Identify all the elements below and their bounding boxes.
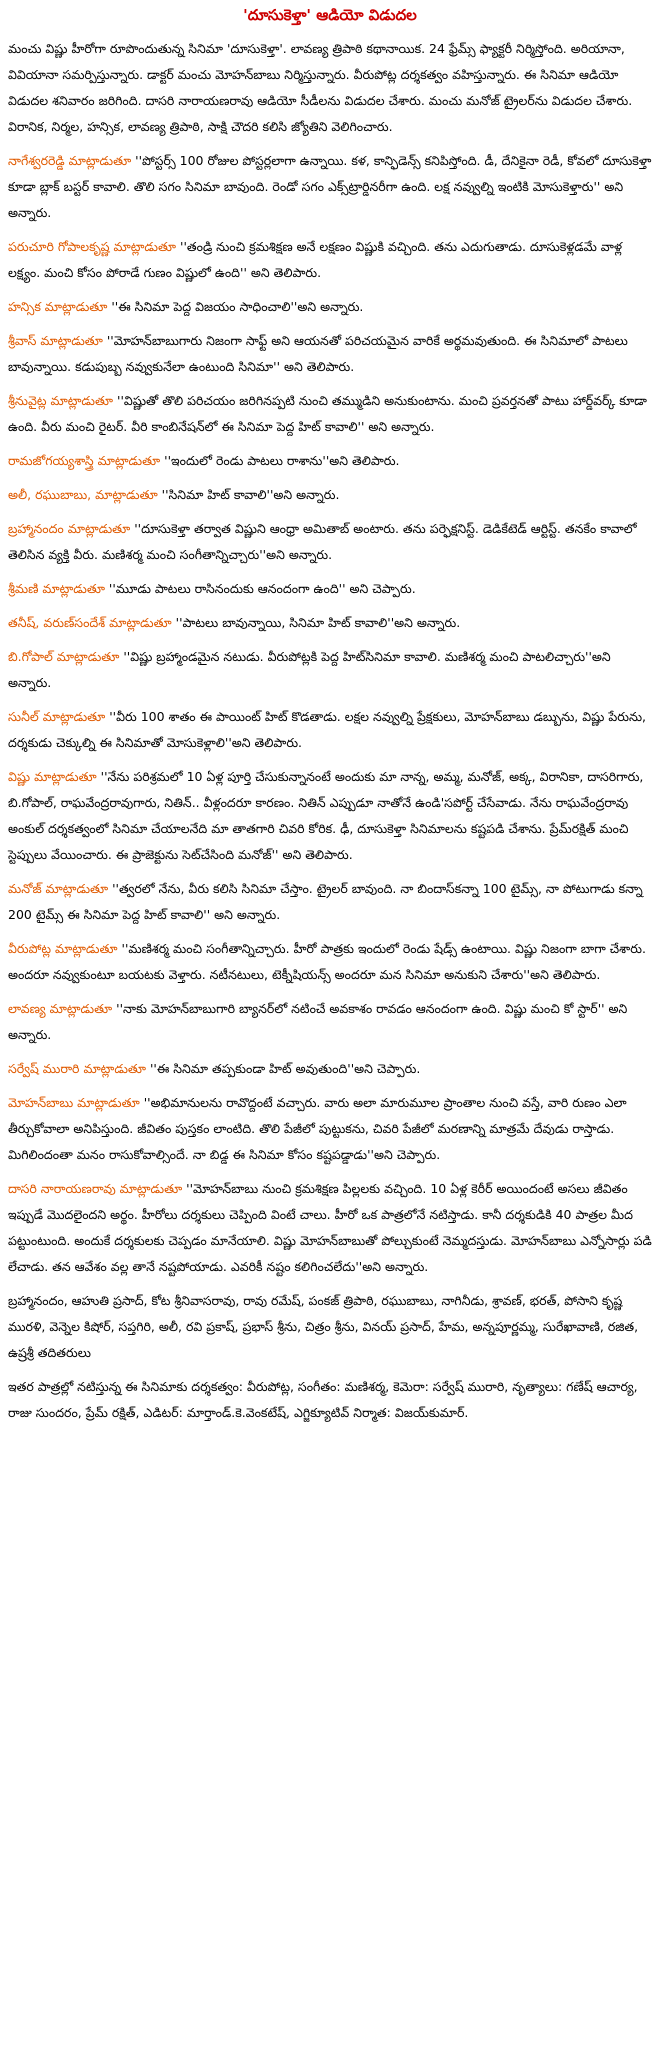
speech-text: ''విష్ణు బ్రహ్మాండమైన నటుడు. వీరుపోట్లకి పెద్ద హిట్‌సినిమా కావాలి. మణిశర్మ మంచి పాటలిచ్చారు''అని అన్నారు. — [8, 649, 611, 690]
speech-text: ''నాకు మోహన్‌బాబుగారి బ్యానర్‌లో నటించే అవకాశం రావడం ఆనందంగా ఉంది. విష్ణు మంచి కో స్టార్'' అని అన్నారు. — [8, 1001, 628, 1042]
speech-text: ''మోహన్‌బాబుగారు నిజంగా సాఫ్ట్ అని ఆయనతో పరిచయమైన వారికే అర్థమవుతుంది. ఈ సినిమాలో పాటలు బావున్నాయి. కడుపుబ్బ నవ్వుకునేలా ఉంటుంది సినిమా'' అని తెలిపారు. — [8, 333, 628, 374]
speaker-name: సునీల్ మాట్లాడుతూ — [8, 709, 106, 724]
article-title: 'దూసుకెళ్తా' ఆడియో విడుదల — [243, 6, 417, 24]
speech-text: ''పోస్టర్స్ 100 రోజుల పోస్టర్లలాగా ఉన్నాయి. కళ, కాన్ఫిడెన్స్ కనిపిస్తోంది. డీ, దేనికైనా రెడీ, కోవలో దూసుకెళ్తా కూడా బ్లాక్ బస్టర్ కావాలి. తొలి సగం సినిమా బావుంది. రెండో సగం ఎక్స్‌ట్రార్డినరీగా ఉంది. లక్ష నవ్వుల్ని ఇంటికి మోసుకెళ్తారు'' అని అన్నారు. — [8, 153, 652, 220]
speech-paragraph — [8, 234, 652, 286]
speech-paragraph — [8, 482, 652, 508]
speech-text: ''నేను పరిశ్రమలో 10 ఏళ్ల పూర్తి చేసుకున్నానంటే అందుకు మా నాన్న, అమ్మ, మనోజ్, అక్క, విరానికా, దాసరిగారు, బి.గోపాల్, రాఘవేంద్రరావుగారు, నితిన్.. వీళ్లందరూ కారణం. నితిన్ ఎప్పుడూ నాతోనే ఉండి'సపోర్ట్ చేసేవాడు. నేను రాఘవేంద్రరావు అంకుల్ దర్శకత్వంలో సినిమా చేయాలనేది మా తాతగారి చివరి కోరిక. ఢీ, దూసుకెళ్తా సినిమాలను కష్టపడి చేశాను. ప్రేమ్‌రక్షిత్ మంచి స్టెప్పులు వేయించారు. ఈ ప్రాజెక్టును సెట్‌చేసింది మనోజ్'' అని తెలిపారు. — [8, 769, 644, 862]
article-intro: మంచు విష్ణు హీరోగా రూపొందుతున్న సినిమా 'దూసుకెళ్తా'. లావణ్య త్రిపాఠి కథానాయిక. 24 ఫ్రేమ్స్ ఫ్యాక్టరీ నిర్మిస్తోంది. అరియానా, వివియానా సమర్పిస్తున్నారు. డాక్టర్ మంచు మోహన్‌బాబు నిర్మిస్తున్నారు. వీరుపోట్ల దర్శకత్వం వహిస్తున్నారు. ఈ సినిమా ఆడియో విడుదల శనివారం జరిగింది. దాసరి నారాయణరావు ఆడియో సీడీలను విడుదల చేశారు. మంచు మనోజ్ ట్రైలర్‌ను విడుదల చేశారు. విరానిక, నిర్మల, హన్సిక, లావణ్య త్రిపాఠి, సాక్షి చౌదరి కలిసి జ్యోతిని వెలిగించారు. — [8, 41, 633, 134]
speaker-name: అలీ, రఘుబాబు, మాట్లాడుతూ — [8, 487, 158, 502]
speech-paragraph — [8, 876, 652, 928]
speech-text: ''సినిమా హిట్ కావాలి''అని అన్నారు. — [157, 487, 340, 502]
speaker-name: నాగేశ్వరరెడ్డి మాట్లాడుతూ — [8, 153, 132, 168]
speaker-name: మనోజ్ మాట్లాడుతూ — [8, 881, 109, 896]
speech-paragraph — [8, 1056, 652, 1082]
speech-text: ''మణిశర్మ మంచి సంగీతాన్నిచ్చారు. హీరో పాత్రకు ఇందులో రెండు షేడ్స్ ఉంటాయి. విష్ణు నిజంగా బాగా చేశారు. అందరూ నవ్వుకుంటూ బయటకు వెళ్తారు. నటీనటులు, టెక్నీషియన్స్ అందరూ మన సినిమా అనుకుని చేశారు''అని తెలిపారు. — [8, 941, 646, 982]
speaker-name: లావణ్య మాట్లాడుతూ — [8, 1001, 113, 1016]
speech-text: ''మూడు పాటలు రాసినందుకు ఆనందంగా ఉంది'' అని చెప్పారు. — [104, 581, 416, 596]
speech-paragraph — [8, 936, 652, 988]
speech-paragraph — [8, 704, 652, 756]
speech-paragraph — [8, 388, 652, 440]
speech-paragraph — [8, 294, 652, 320]
speaker-name: హన్సిక మాట్లాడుతూ — [8, 299, 108, 314]
cast-paragraph: బ్రహ్మానందం, ఆహుతి ప్రసాద్, కోట శ్రీనివాసరావు, రావు రమేష్, పంకజ్ త్రిపాఠి, రఘుబాబు, నాగినీడు, శ్రావణ్, భరత్, పోసాని కృష్ణ మురళి, వెన్నెల కిషోర్, సప్తగిరి, అలీ, రవి ప్రకాష్, ప్రభాస్ శ్రీను, చిత్రం శ్రీను, వినయ్ ప్రసాద్, హేమ, అన్నపూర్ణమ్మ, సురేఖావాణి, రజిత, ఉష్రశ్రీ తదితరులు — [8, 1293, 639, 1360]
crew-paragraph: ఇతర పాత్రల్లో నటిస్తున్న ఈ సినిమాకు దర్శకత్వం: వీరుపోట్ల, సంగీతం: మణిశర్మ, కెమెరా: సర్వేష్ మురారి, నృత్యాలు: గణేష్ ఆచార్య, రాజు సుందరం, ప్రేమ్ రక్షిత్, ఎడిటర్: మార్తాండ్.కె.వెంకటేష్, ఎగ్జిక్యూటివ్ నిర్మాత: విజయ్‌కుమార్. — [8, 1379, 638, 1420]
speaker-name: శ్రీవాస్ మాట్లాడుతూ — [8, 333, 103, 348]
speaker-name: బ్రహ్మానందం మాట్లాడుతూ — [8, 521, 131, 536]
speaker-name: దాసరి నారాయణరావు మాట్లాడుతూ — [8, 1181, 183, 1196]
speech-paragraphs — [8, 148, 652, 1280]
speaker-name: మోహన్‌బాబు మాట్లాడుతూ — [8, 1095, 140, 1110]
speaker-name: తనీష్, వరుణ్‌సందేశ్ మాట్లాడుతూ — [8, 615, 172, 630]
speech-text: ''వీరు 100 శాతం ఈ పాయింట్ హిట్ కొడతాడు. లక్షల నవ్వుల్ని ప్రేక్షకులు, మోహన్‌బాబు డబ్బును, విష్ణు పేరును, దర్శకుడు చెక్కుల్ని ఈ సినిమాతో మోసుకెళ్లాలి''అని తెలిపారు. — [8, 709, 647, 750]
speaker-name: వీరుపోట్ల మాట్లాడుతూ — [8, 941, 118, 956]
speech-text: ''విష్ణుతో తొలి పరిచయం జరిగినప్పటి నుంచి తమ్ముడిని అనుకుంటాను. మంచి ప్రవర్తనతో పాటు హార్డ్‌వర్క్ కూడా ఉంది. వీరు మంచి రైటర్. వీరి కాంబినేషన్‌లో ఈ సినిమా పెద్ద హిట్ కావాలి'' అని అన్నారు. — [8, 393, 647, 434]
speech-text: ''అభిమానులను రావొద్దంటే వచ్చారు. వారు అలా మారుమూల ప్రాంతాల నుంచి వస్తే, వారి రుణం ఎలా తీర్చుకోవాలా అనిపిస్తుంది. జీవితం పుస్తకం లాంటిది. తొలి పేజీలో పుట్టుకను, చివరి పేజీలో మరణాన్ని మాత్రమే దేవుడు రాస్తాడు. మిగిలిందంతా మనం రాసుకోవాల్సిందే. నా బిడ్డ ఈ సినిమా కోసం కష్టపడ్డాడు''అని చెప్పారు. — [8, 1095, 627, 1162]
speech-text: ''పాటలు బావున్నాయి, సినిమా హిట్ కావాలి''అని అన్నారు. — [171, 615, 461, 630]
speech-paragraph — [8, 516, 652, 568]
speech-paragraph — [8, 148, 652, 226]
speaker-name: బి.గోపాల్ మాట్లాడుతూ — [8, 649, 120, 664]
speaker-name: శ్రీమణి మాట్లాడుతూ — [8, 581, 105, 596]
speech-paragraph — [8, 644, 652, 696]
speech-paragraph — [8, 1090, 652, 1168]
speaker-name: రామజోగయ్యశాస్త్రి మాట్లాడుతూ — [8, 453, 161, 468]
speaker-name: శ్రీనువైట్ల మాట్లాడుతూ — [8, 393, 114, 408]
speech-paragraph — [8, 576, 652, 602]
speaker-name: సర్వేష్ మురారి మాట్లాడుతూ — [8, 1061, 146, 1076]
speech-text: ''తండ్రి నుంచి క్రమశిక్షణ అనే లక్షణం విష్ణుకి వచ్చింది. తను ఎదుగుతాడు. దూసుకెళ్లడమే వాళ్ల లక్ష్యం. మంచి కోసం పోరాడే గుణం విష్ణులో ఉంది'' అని తెలిపారు. — [8, 239, 623, 280]
speech-text: ''ఈ సినిమా తప్పకుండా హిట్ అవుతుంది''అని చెప్పారు. — [146, 1061, 421, 1076]
speech-text: ''దూసుకెళ్తా తర్వాత విష్ణుని ఆంధ్రా అమితాబ్ అంటారు. తను పర్ఫెక్షనిస్ట్. డెడికేటెడ్ ఆర్టిస్ట్. తనకేం కావాలో తెలిసిన వ్యక్తి వీరు. మణిశర్మ మంచి సంగీతాన్నిచ్చారు''అని అన్నారు. — [8, 521, 637, 562]
speech-text: ''ఇందులో రెండు పాటలు రాశాను''అని తెలిపారు. — [160, 453, 400, 468]
speaker-name: పరుచూరి గోపాలకృష్ణ మాట్లాడుతూ — [8, 239, 177, 254]
speech-text: ''మోహన్‌బాబు నుంచి క్రమశిక్షణ పిల్లలకు వచ్చింది. 10 ఏళ్ల కెరీర్ అయిందంటే అసలు జీవితం ఇప్పుడే మొదలైందని అర్థం. హీరోలు దర్శకులు చెప్పింది వింటే చాలు. హీరో ఒక పాత్రలోనే నటిస్తాడు. కానీ దర్శకుడికి 40 పాత్రల మీద పట్టుంటుంది. అందుకే దర్శకులకు చెప్పడం మానేయాలి. విష్ణు మోహన్‌బాబుతో పోల్చుకుంటే నెమ్మదస్తుడు. మోహన్‌బాబు ఎన్నోసార్లు పడి లేచాడు. తన ఆవేశం వల్ల తానే నష్టపోయాడు. ఎవరికీ నష్టం కలిగించలేదు''అని అన్నారు. — [8, 1181, 652, 1274]
speech-text: ''ఈ సినిమా పెద్ద విజయం సాధించాలి''అని అన్నారు. — [107, 299, 364, 314]
speech-paragraph — [8, 1176, 652, 1280]
speech-paragraph — [8, 448, 652, 474]
speech-paragraph — [8, 996, 652, 1048]
speech-text: ''త్వరలో నేను, వీరు కలిసి సినిమా చేస్తాం. ట్రైలర్ బావుంది. నా బిందాస్‌కన్నా 100 టైమ్స్, నా పోటుగాడు కన్నా 200 టైమ్స్ ఈ సినిమా పెద్ద హిట్ కావాలి'' అని అన్నారు. — [8, 881, 643, 922]
speech-paragraph — [8, 328, 652, 380]
speech-paragraph — [8, 610, 652, 636]
speaker-name: విష్ణు మాట్లాడుతూ — [8, 769, 97, 784]
speech-paragraph — [8, 764, 652, 868]
